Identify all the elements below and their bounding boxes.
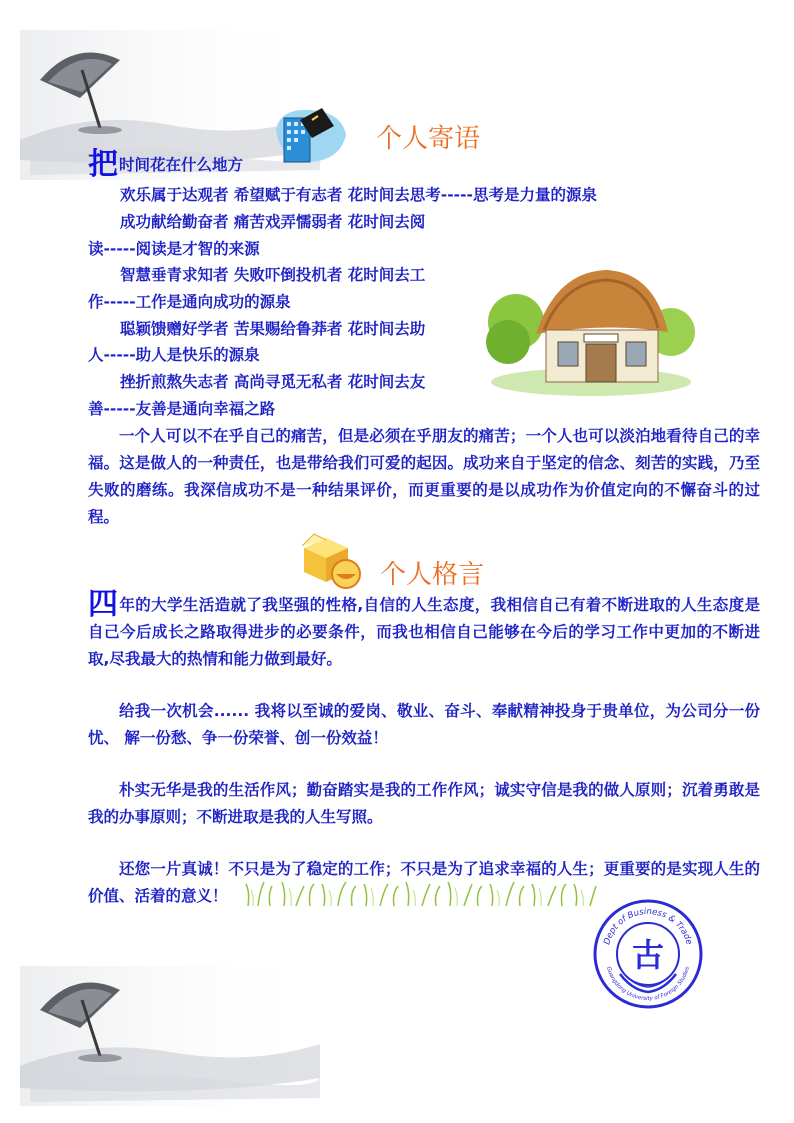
section1-title bbox=[88, 147, 244, 182]
poem-line: 智慧垂青求知者 失败吓倒投机者 花时间去工 bbox=[120, 266, 426, 284]
message-paragraph: 一个人可以不在乎自己的痛苦，但是必须在乎朋友的痛苦；一个人也可以淡泊地看待自己的幸福。这是做人的一种责任，也是带给我们可爱的起因。成功来自于坚定的信念、刻苦的实践，乃至失败的磨练。我深信成功不是一种结果评价，而更重要的是以成功作为价值定向的不懈奋斗的过程。 bbox=[88, 427, 760, 526]
seal-ring-bottom: Guangdong University of Foreign Studies bbox=[605, 966, 691, 1003]
motto-paragraph-2: 给我一次机会...... 我将以至诚的爱岗、敬业、奋斗、奉献精神投身于贵单位，为公司分一份忧、 解一份愁、争一份荣誉、创一份效益！ bbox=[88, 702, 760, 747]
poem-line: 挫折煎熬失志者 高尚寻觅无私者 花时间去友 bbox=[120, 373, 426, 391]
motto-paragraph-4: 还您一片真诚！不只是为了稳定的工作；不只是为了追求幸福的人生；更重要的是实现人生的价值、活着的意义！ bbox=[88, 860, 760, 905]
umbrella-decoration-bottom bbox=[0, 960, 330, 1110]
seal-center-glyph: 古 bbox=[631, 936, 665, 974]
section-heading-personal-message: 个人寄语 bbox=[376, 124, 481, 154]
building-icon bbox=[270, 100, 350, 170]
poem-line: 欢乐属于达观者 希望赋于有志者 花时间去思考-----思考是力量的源泉 bbox=[120, 186, 597, 204]
title-rest: 时间花在什么地方 bbox=[119, 156, 244, 174]
motto-paragraph-3: 朴实无华是我的生活作风；勤奋踏实是我的工作作风；诚实守信是我的做人原则；沉着勇敢是我的办事原则；不断进取是我的人生写照。 bbox=[88, 781, 760, 826]
dropcap: 四 bbox=[88, 587, 119, 622]
dropcap: 把 bbox=[88, 147, 118, 182]
motto-paragraph-1 bbox=[88, 587, 760, 673]
cottage-icon bbox=[486, 252, 696, 398]
poem-line: 人-----助人是快乐的源泉 bbox=[88, 346, 260, 364]
poem-line: 读-----阅读是才智的来源 bbox=[88, 240, 260, 258]
motto-paragraph-1-text: 年的大学生活造就了我坚强的性格,自信的人生态度，我相信自己有着不断进取的人生态度是自己今后成长之路取得进步的必要条件，而我也相信自己能够在今后的学习工作中更加的不断进取,尽我最大的热情和能力做到最好。 bbox=[88, 596, 760, 668]
boxes-icon bbox=[296, 530, 370, 590]
poem-line: 善-----友善是通向幸福之路 bbox=[88, 400, 276, 418]
seal-ring-top: Dept of Business & Trade bbox=[602, 906, 694, 947]
poem-line: 成功献给勤奋者 痛苦戏弄懦弱者 花时间去阅 bbox=[120, 213, 426, 231]
grass-icon bbox=[244, 880, 600, 906]
poem-line: 作-----工作是通向成功的源泉 bbox=[88, 293, 291, 311]
department-seal bbox=[592, 898, 704, 1010]
poem-line: 聪颖馈赠好学者 苦果赐给鲁莽者 花时间去助 bbox=[120, 320, 426, 338]
section-heading-personal-motto: 个人格言 bbox=[380, 560, 485, 590]
